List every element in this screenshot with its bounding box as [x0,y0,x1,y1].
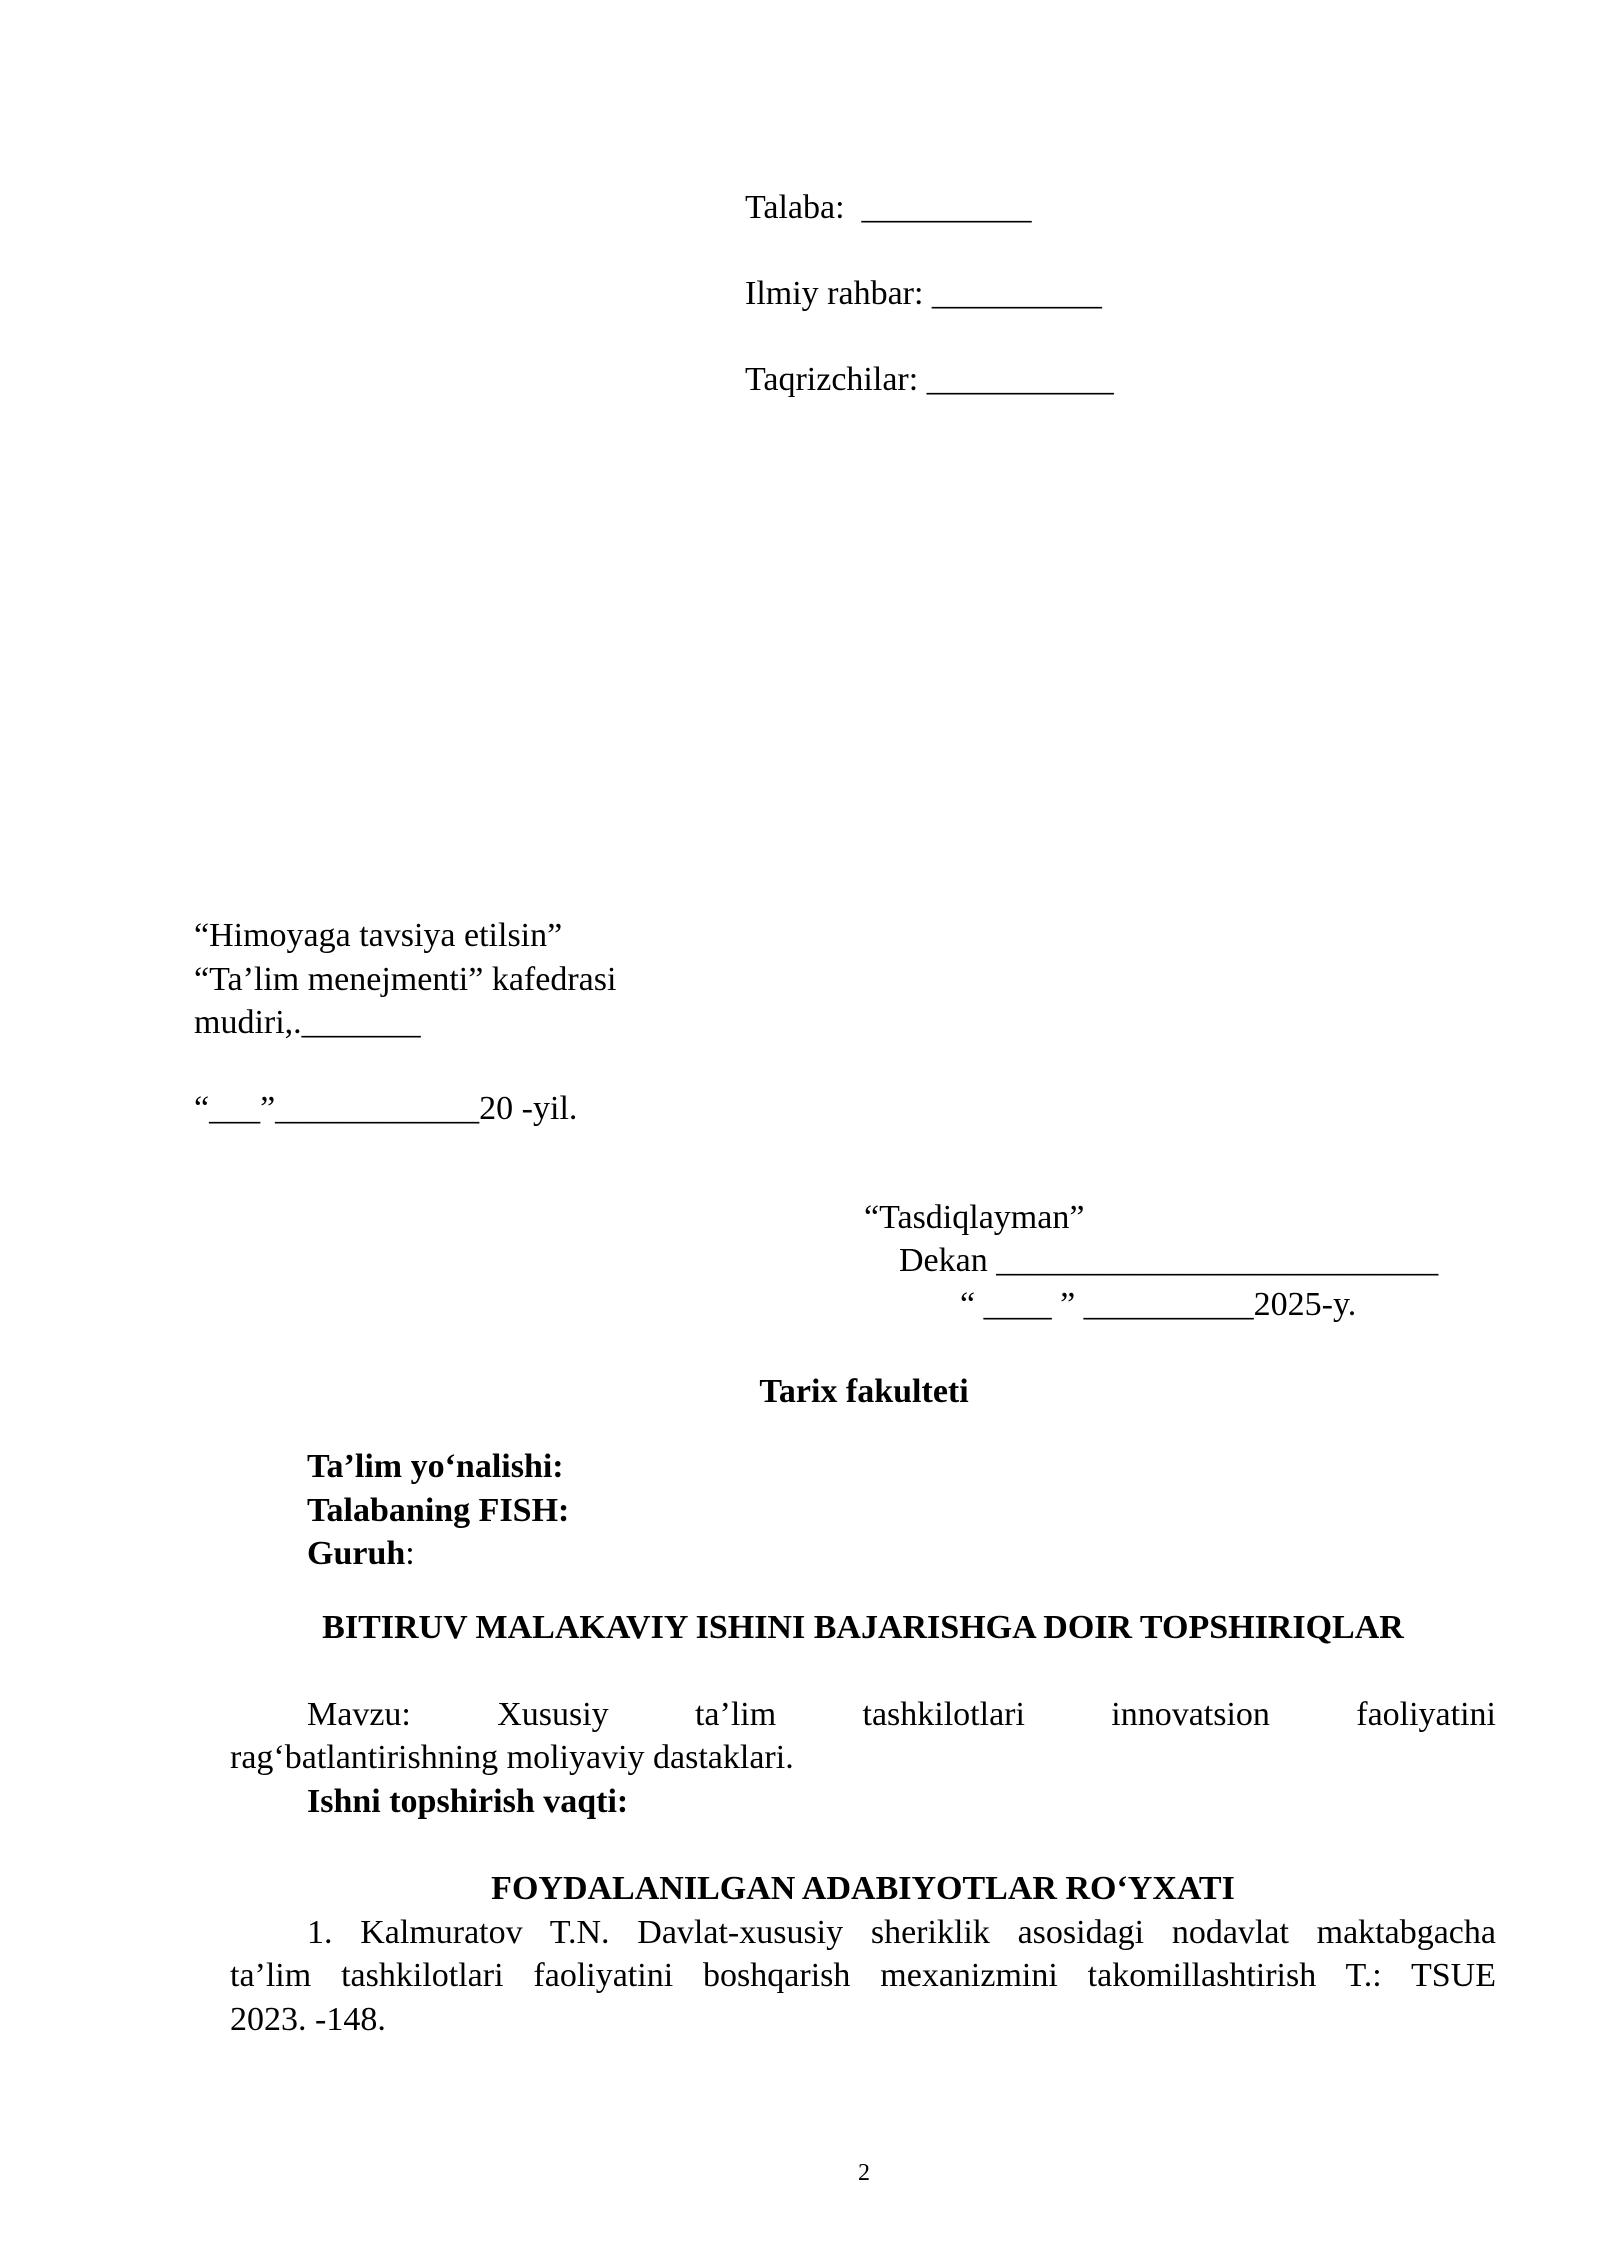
recommendation-date: “___”____________20 -yil. [194,1090,578,1127]
references-heading: FOYDALANILGAN ADABIYOTLAR RO‘YXATI [491,1870,1235,1907]
student-signature-line: Talaba: __________ [745,189,1032,226]
reference-1-line-3: 2023. -148. [230,2001,386,2038]
head-signature-line: mudiri,._______ [194,1004,421,1041]
supervisor-signature-line: Ilmiy rahbar: __________ [745,275,1102,312]
group-colon: : [405,1535,415,1572]
group-label: Guruh [307,1535,406,1572]
recommendation-title: “Himoyaga tavsiya etilsin” [194,917,563,954]
tasks-heading: BITIRUV MALAKAVIY ISHINI BAJARISHGA DOIR TOPSHIRIQLAR [322,1609,1404,1646]
direction-label: Ta’lim yo‘nalishi: [307,1448,564,1485]
approval-title: “Tasdiqlayman” [864,1199,1085,1236]
reference-1-line-1: 1. Kalmuratov T.N. Davlat-xususiy sheriklik asosidagi nodavlat maktabgacha [307,1914,1496,1951]
group-line [307,1532,415,1576]
reviewers-signature-line: Taqrizchilar: ___________ [745,361,1114,398]
topic-line-2: rag‘batlantirishning moliyaviy dastaklari. [230,1739,794,1776]
dean-signature-line: Dekan __________________________ [899,1242,1439,1279]
student-name-label: Talabaning FISH: [307,1492,570,1529]
approval-date: “ ____ ” __________2025-y. [960,1286,1357,1323]
reference-1-line-2: ta’lim tashkilotlari faoliyatini boshqarish mexanizmini takomillashtirish T.: TSUE [230,1957,1496,1994]
faculty-title: Tarix fakulteti [759,1373,969,1410]
department-line: “Ta’lim menejmenti” kafedrasi [194,961,617,998]
page-number: 2 [858,2160,870,2186]
topic-line-1: Mavzu: Xususiy ta’lim tashkilotlari innovatsion faoliyatini [307,1696,1496,1733]
deadline-label: Ishni topshirish vaqti: [307,1783,629,1820]
